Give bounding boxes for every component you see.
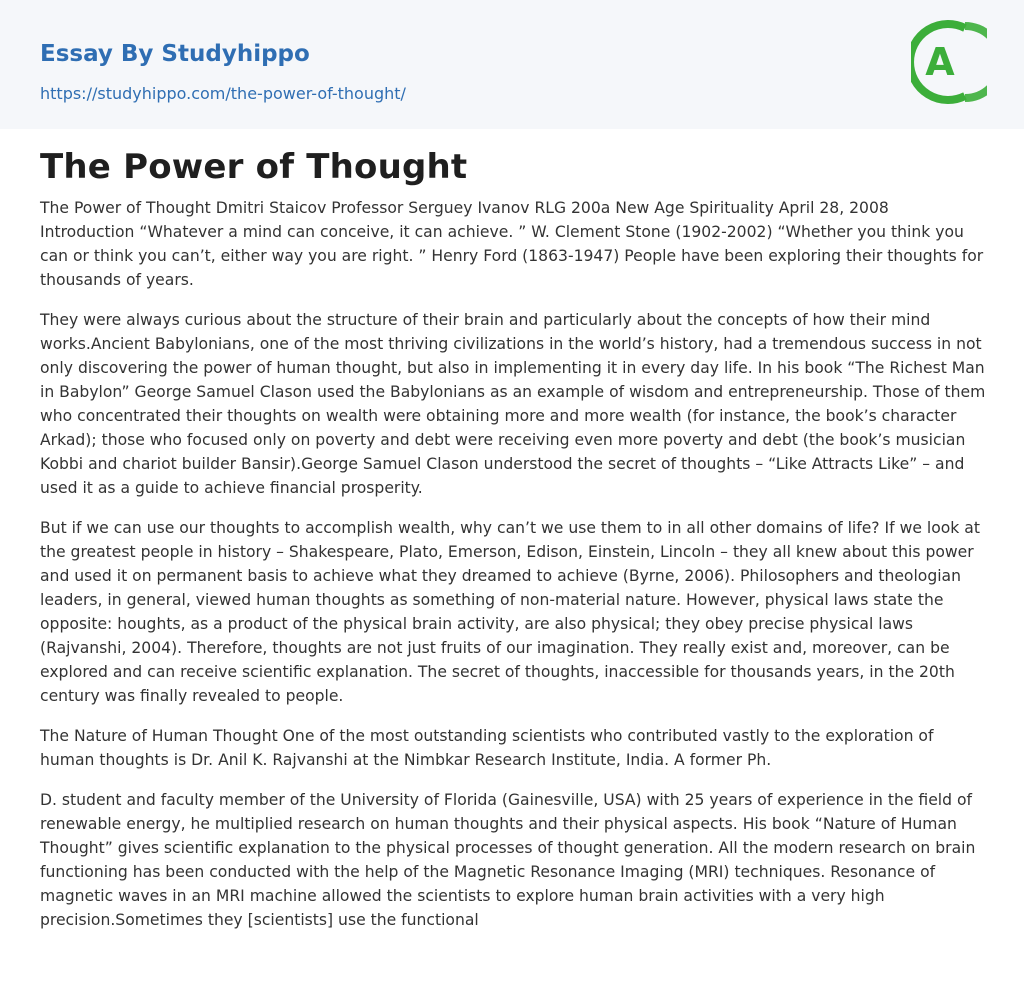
paragraph-3: But if we can use our thoughts to accomplish wealth, why can’t we use them to in all other domains of life? If we look at the greatest people in history – Shakespeare, Plato, Emerson, Edison, Einstein, Lincoln – they all knew about this power and used it on permanent basis to achieve what they dreamed to achieve (Byrne, 2006). Philosophers and theologian leaders, in general, viewed human thoughts as something of non-material nature. However, physical laws state the opposite: houghts, as a product of the physical brain activity, are also physical; they obey precise physical laws (Rajvanshi, 2004). Therefore, thoughts are not just fruits of our imagination. They really exist and, moreover, can be explored and can receive scientific explanation. The secret of thoughts, inaccessible for thousands years, in the 20th century was finally revealed to people.: [40, 519, 980, 705]
article: [40, 142, 988, 948]
logo-letter: A: [925, 40, 955, 84]
paragraph-5: D. student and faculty member of the University of Florida (Gainesville, USA) with 25 years of experience in the field of renewable energy, he multiplied research on human thoughts and their physical aspects. His book “Nature of Human Thought” gives scientific explanation to the physical processes of thought generation. All the modern research on brain functioning has been conducted with the help of the Magnetic Resonance Imaging (MRI) techniques. Resonance of magnetic waves in an MRI machine allowed the scientists to explore human brain activities with a very high precision.Sometimes they [scientists] use the functional: [40, 791, 976, 929]
paragraph-2: They were always curious about the structure of their brain and particularly about the concepts of how their mind works.Ancient Babylonians, one of the most thriving civilizations in the world’s history, had a tremendous success in not only discovering the power of human thought, but also in implementing it in every day life. In his book “The Richest Man in Babylon” George Samuel Clason used the Babylonians as an example of wisdom and entrepreneurship. Those of them who concentrated their thoughts on wealth were obtaining more and more wealth (for instance, the book’s character Arkad); those who focused only on poverty and debt were receiving even more poverty and debt (the book’s musician Kobbi and chariot builder Bansir).George Samuel Clason understood the secret of thoughts – “Like Attracts Like” – and used it as a guide to achieve financial prosperity.: [40, 311, 986, 497]
source-url-link[interactable]: https://studyhippo.com/the-power-of-thought/: [40, 84, 406, 103]
site-header: [0, 0, 1024, 129]
circle-a-logo-icon[interactable]: [911, 18, 987, 106]
paragraph-4: The Nature of Human Thought One of the most outstanding scientists who contributed vastly to the exploration of human thoughts is Dr. Anil K. Rajvanshi at the Nimbkar Research Institute, India. A former Ph.: [40, 727, 934, 769]
page-title: The Power of Thought: [40, 147, 468, 187]
site-brand[interactable]: Essay By Studyhippo: [40, 41, 310, 67]
paragraph-1: The Power of Thought Dmitri Staicov Professor Serguey Ivanov RLG 200a New Age Spirituality April 28, 2008 Introduction “Whatever a mind can conceive, it can achieve. ” W. Clement Stone (1902-2002) “Whether you think you can or think you can’t, either way you are right. ” Henry Ford (1863-1947) People have been exploring their thoughts for thousands of years.: [40, 199, 984, 289]
